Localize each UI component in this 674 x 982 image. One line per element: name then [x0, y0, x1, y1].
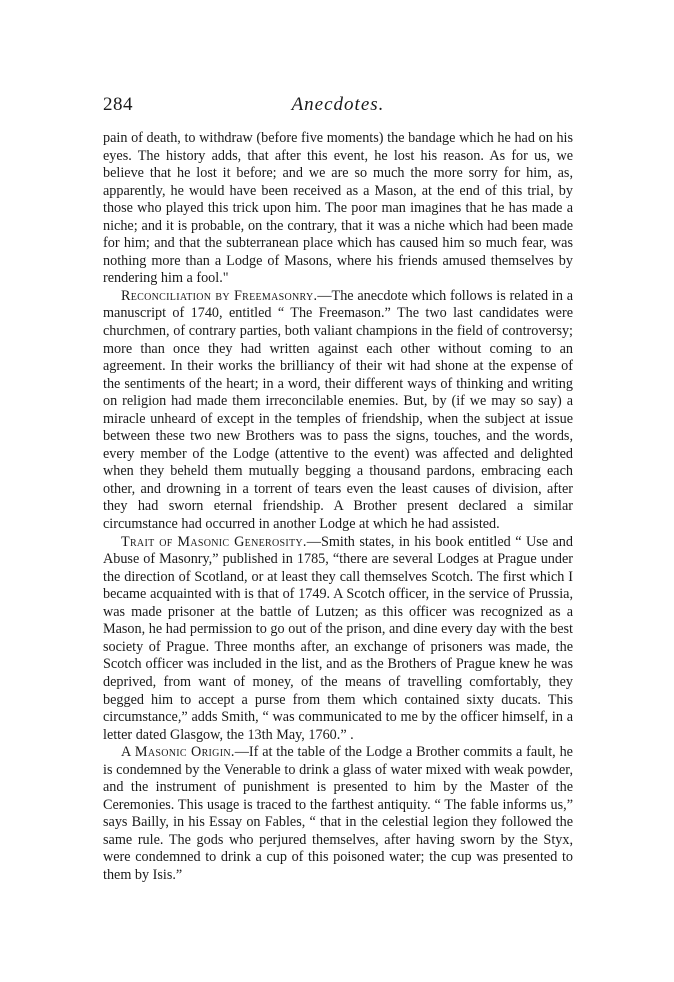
page-header: [103, 94, 573, 122]
paragraph-heading: Reconciliation by Freemasonry.: [121, 287, 318, 304]
paragraph-text: —If at the table of the Lodge a Brother commits a fault, he is condemned by the Venerable to drink a glass of water mixed with weak powder, and the instrument of punishment is presented to him by the Master of the Ceremonies. This usage is traced to the farthest antiquity. “ The fable informs us,” says Bailly, in his Essay on Fables, “ that in the celestial legion they followed the same rule. The gods who perjured themselves, after having sworn by the Styx, were condemned to drink a cup of this poisoned water; the cup was presented to them by Isis.”: [103, 744, 573, 883]
paragraph-continuation: [103, 130, 573, 288]
page-body: [103, 130, 573, 885]
paragraph-masonic-origin: [103, 744, 573, 884]
paragraph-generosity: [103, 534, 573, 745]
paragraph-reconciliation: [103, 288, 573, 534]
paragraph-text: pain of death, to withdraw (before five moments) the bandage which he had on his eyes. The history adds, that after this event, he lost his reason. As for us, we believe that he lost it before; and we are so much the more sorry for him, as, apparently, he would have been received as a Mason, at the end of this trial, by those who played this trick upon him. The poor man imagines that he has made a niche; and it is probable, on the contrary, that it was a niche which had been made for him; and that the subterranean place which has caused him so much fear, was nothing more than a Lodge of Masons, where his friends amused themselves by rendering him a fool.": [103, 130, 573, 287]
page-number: 284: [103, 94, 133, 115]
paragraph-heading: Trait of Masonic Generosity.: [121, 533, 307, 550]
paragraph-text: —Smith states, in his book entitled “ Use and Abuse of Masonry,” published in 1785, “there are several Lodges at Prague under the direction of Scotland, or at least they call themselves Scotch. The first which I became acquainted with is that of 1749. A Scotch officer, in the service of Prussia, was made prisoner at the battle of Lutzen; as this officer was recognized as a Mason, he had permission to go out of the prison, and dine every day with the best society of Prague. Three months after, an exchange of prisoners was made, the Scotch officer was included in the list, and as the Brothers of Prague knew he was deprived, from want of money, of the means of travelling comfortably, they begged him to accept a purse from them which contained sixty ducats. This circumstance,” adds Smith, “ was communicated to me by the officer himself, in a letter dated Glasgow, the 13th May, 1760.” .: [103, 533, 573, 743]
paragraph-heading: A Masonic Origin.: [121, 744, 235, 761]
paragraph-text: —The anecdote which follows is related in a manuscript of 1740, entitled “ The Freemason.” The two last candidates were churchmen, of contrary parties, both valiant champions in the field of controversy; more than once they had written against each other without coming to an agreement. In their works the brilliancy of their wit had shone at the expense of the sentiments of the heart; in a word, their different ways of thinking and writing on religion had made them irreconcilable enemies. But, by (if we may so say) a miracle unheard of except in the temples of friendship, when the subject at issue between these two new Brothers was to pass the signs, touches, and the words, every member of the Lodge (attentive to the event) was affected and delighted when they beheld them mutually begging a thousand pardons, embracing each other, and drowning in a torrent of tears even the least causes of division, after they had sworn eternal friendship. A Brother present declared a similar circumstance had occurred in another Lodge at which he had assisted.: [103, 287, 574, 533]
running-title: Anecdotes.: [291, 94, 385, 115]
